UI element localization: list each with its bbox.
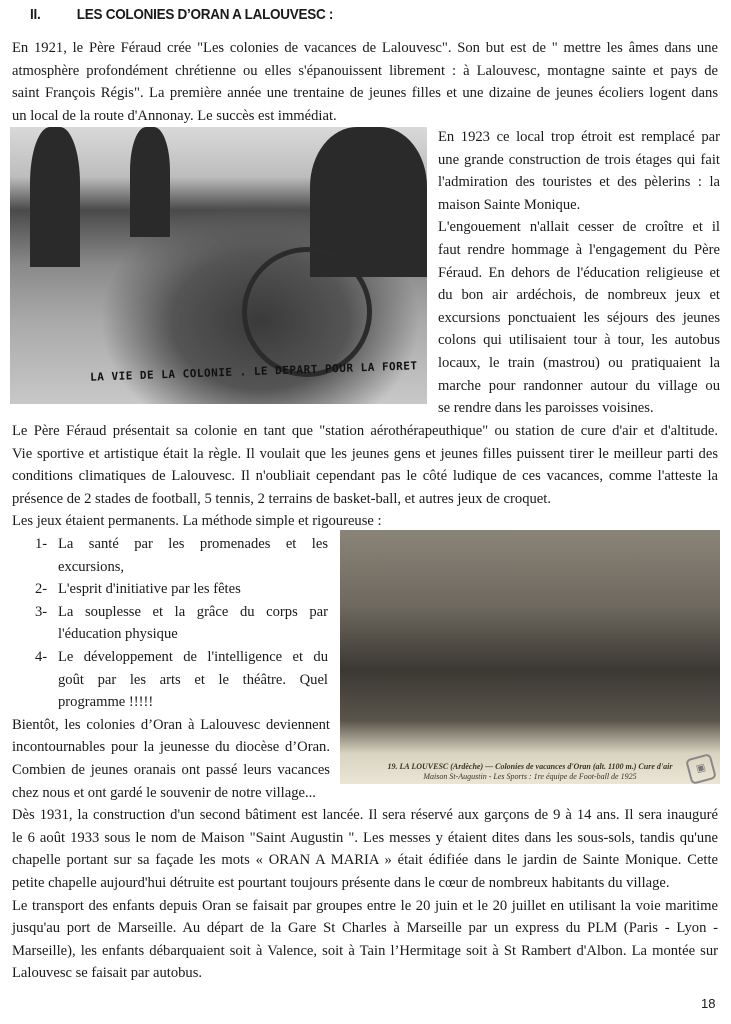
photo-football-team xyxy=(340,530,720,784)
right_column-line: l'admiration des touristes et des pèlerins : la xyxy=(438,174,720,191)
list-item-line: La souplesse et la grâce du corps par xyxy=(58,603,328,620)
closing-line: chapelle portant sur sa façade les mots « ORAN A MARIA » était édifiée dans le jardin de Sainte Monique. Cette xyxy=(12,852,718,869)
right_column-line: se rendre dans les paroisses voisines. xyxy=(438,400,654,417)
right_column-line: locaux, le train (mastrou) ou pratiquaient la xyxy=(438,355,720,371)
section-number: II. xyxy=(30,6,41,23)
list-item-line: programme !!!!! xyxy=(58,694,154,711)
right_column-line: Féraud. En dehors de l'éducation religieuse et xyxy=(438,264,720,281)
right_column-line: une grande construction de trois étages qui fait xyxy=(438,151,720,168)
list-item-line: goût par les arts et le théâtre. Quel xyxy=(58,671,328,688)
station-line: Les jeux étaient permanents. La méthode simple et rigoureuse : xyxy=(12,513,382,530)
closing-line: Dès 1931, la construction d'un second bâtiment est lancée. Il sera réservé aux garçons de 9 à 14 ans. Il sera inauguré xyxy=(12,807,718,824)
list-item-line: La santé par les promenades et les xyxy=(58,536,328,552)
intro-line: atmosphère profondément chrétienne ou elles s'épanouissent librement : à Lalouvesc, montagne sainte et pays de xyxy=(12,62,718,79)
section-heading xyxy=(30,6,333,23)
right_column-line: maison Sainte Monique. xyxy=(438,196,581,213)
watermark-logo-icon: ▣ xyxy=(685,753,717,784)
closing-line: jusqu'au port de Marseille. Au départ de la Gare St Charles à Marseille par un express du PLM (Paris - Lyon - xyxy=(12,920,718,937)
closing-line: le 6 août 1933 sous le nom de Maison "Saint Augustin ". Les messes y étaient dites dans les sous-sols, tandis qu'une xyxy=(12,829,718,846)
bientot-line: Combien de jeunes oranais ont passé leurs vacances xyxy=(12,762,330,778)
intro-line: En 1921, le Père Féraud crée "Les colonies de vacances de Lalouvesc". Son but est de " mettre les âmes dans une xyxy=(12,40,718,56)
closing-line: Le transport des enfants depuis Oran se faisait par groupes entre le 20 juin et le 20 juillet en utilisant la voie maritime xyxy=(12,897,718,914)
station-line: présence de 2 stades de football, 5 tennis, 2 terrains de basket-ball, et autres jeux de croquet. xyxy=(12,490,551,507)
cart-wheel xyxy=(242,247,372,377)
right_column-line: L'engouement n'allait cesser de croître et il xyxy=(438,219,720,236)
photo-caption-line1: 19. LA LOUVESC (Ardèche) — Colonies de vacances d'Oran (alt. 1100 m.) Cure d'air xyxy=(387,762,673,771)
list-item-line: l'éducation physique xyxy=(58,626,178,643)
list-item-number: 2- xyxy=(35,581,48,598)
right_column-line: marche pour randonner autour du village ou xyxy=(438,377,720,394)
right_column-line: En 1923 ce local trop étroit est remplacé par xyxy=(438,129,720,145)
closing-line: Marseille), les enfants débarquaient soit à Valence, soit à Tain l’Hermitage soit à St Rambert d'Albon. La montée sur xyxy=(12,942,718,959)
page-number: 18 xyxy=(701,996,716,1011)
photo-caption-line2: Maison St-Augustin - Les Sports : 1re équipe de Foot-ball de 1925 xyxy=(423,772,637,781)
closing-line: petite chapelle aujourd'hui détruite est pourtant toujours présente dans le cœur de nombreux habitants du village. xyxy=(12,875,670,891)
photo-caption: LA VIE DE LA COLONIE . LE DEPART POUR LA FORET xyxy=(89,359,418,384)
right_column-line: faut rendre hommage à l'engagement du Père xyxy=(438,242,720,258)
list-item-number: 4- xyxy=(35,649,48,665)
section-title: LES COLONIES D’ORAN A LALOUVESC : xyxy=(76,6,334,23)
station-line: conditions climatiques de Lalouvesc. Il n'oubliait cependant pas le côté ludique de ces vacances, comme l'atteste la xyxy=(12,468,718,485)
list-item-line: Le développement de l'intelligence et du xyxy=(58,649,328,665)
photo-donkey-cart xyxy=(10,127,427,404)
right_column-line: du bon air ardéchois, de nombreux jeux et xyxy=(438,287,720,304)
station-line: Vie sportive et artistique était la règle. Il voulait que les jeunes gens et jeunes filles puissent tirer le meilleur parti des xyxy=(12,445,718,462)
closing-line: Lalouvesc se faisait par autobus. xyxy=(12,965,203,982)
bientot-line: Bientôt, les colonies d’Oran à Lalouvesc deviennent xyxy=(12,716,330,733)
list-item-number: 3- xyxy=(35,603,48,620)
bientot-line: chez nous et ont gardé le souvenir de notre village... xyxy=(12,784,316,801)
intro-line: un local de la route d'Annonay. Le succès est immédiat. xyxy=(12,107,337,124)
bientot-line: incontournables pour la jeunesse du diocèse d’Oran. xyxy=(12,739,330,756)
intro-line: saint François Régis". La première année une trentaine de jeunes filles et une dizaine de jeunes écoliers logent dans xyxy=(12,85,718,102)
list-item-line: excursions, xyxy=(58,558,125,575)
right_column-line: excursions ponctuaient les séjours des jeunes xyxy=(438,309,720,326)
right_column-line: colons qui utilisaient tour à tour, les autobus xyxy=(438,332,720,349)
list-item-line: L'esprit d'initiative par les fêtes xyxy=(58,581,241,598)
list-item-number: 1- xyxy=(35,536,48,552)
station-line: Le Père Féraud présentait sa colonie en tant que "station aérothérapeuthique" ou station de cure d'air et d'altitude. xyxy=(12,423,718,439)
